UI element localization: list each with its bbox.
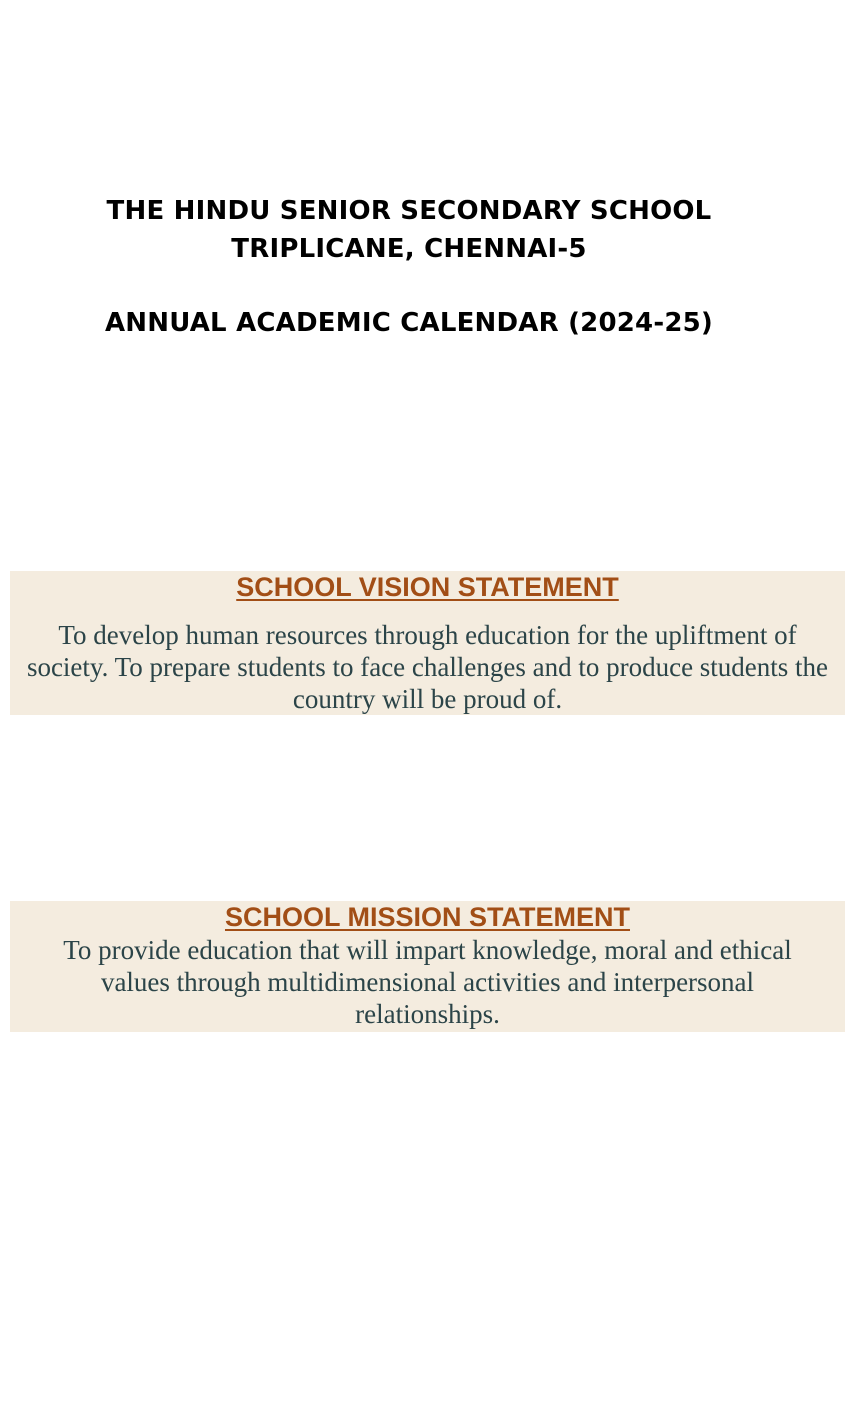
mission-heading: SCHOOL MISSION STATEMENT (224, 902, 630, 932)
vision-statement-box (10, 571, 845, 715)
vision-body: To develop human resources through education for the upliftment of society. To prepare students to face challenges and to produce students the country will be proud of. (26, 620, 829, 714)
vision-heading: SCHOOL VISION STATEMENT (236, 572, 619, 602)
school-name-line2: TRIPLICANE, CHENNAI-5 (231, 234, 587, 264)
calendar-title: ANNUAL ACADEMIC CALENDAR (2024-25) (104, 308, 713, 338)
mission-body: To provide education that will impart knowledge, moral and ethical values through multidimensional activities and interpersonal relationships. (63, 935, 792, 1029)
school-name (0, 192, 836, 268)
school-name-line1: THE HINDU SENIOR SECONDARY SCHOOL (106, 196, 712, 226)
mission-statement-box (10, 901, 845, 1032)
